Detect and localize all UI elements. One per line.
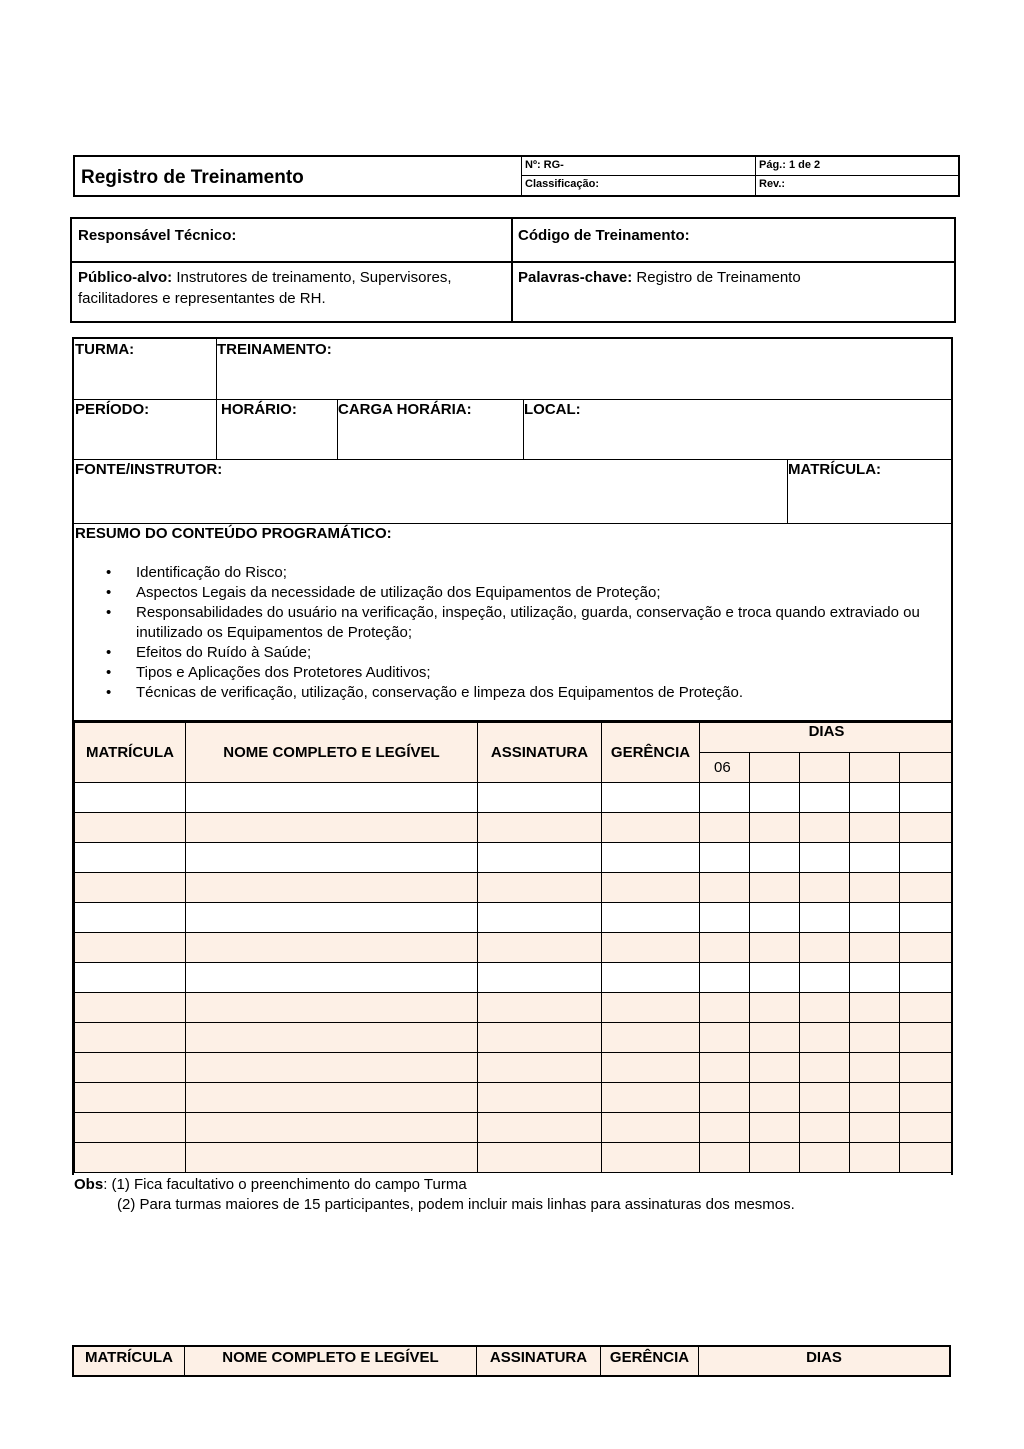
col-assinatura-2: ASSINATURA [477, 1347, 601, 1375]
table-cell[interactable] [700, 903, 750, 933]
col-gerencia: GERÊNCIA [602, 723, 700, 783]
table-cell[interactable] [900, 873, 954, 903]
table-cell[interactable] [900, 933, 954, 963]
table-row [75, 1083, 954, 1113]
table-row [75, 993, 954, 1023]
table-cell[interactable] [900, 843, 954, 873]
col-dias: DIAS [700, 723, 954, 753]
table-cell[interactable] [850, 1083, 900, 1113]
col-dias-2: DIAS [806, 1349, 842, 1366]
table-cell[interactable] [850, 993, 900, 1023]
table-cell[interactable] [700, 1113, 750, 1143]
pagina-field: Pág.: 1 de 2 [755, 157, 958, 176]
table-row [75, 1053, 954, 1083]
table-cell[interactable] [186, 963, 478, 993]
table-cell[interactable] [800, 933, 850, 963]
document-title: Registro de Treinamento [81, 167, 304, 188]
table-cell[interactable] [186, 1053, 478, 1083]
responsavel-label: Responsável Técnico: [78, 227, 237, 244]
table-cell[interactable] [186, 1143, 478, 1173]
table-cell[interactable] [850, 1143, 900, 1173]
table-cell[interactable] [75, 783, 186, 813]
table-cell[interactable] [800, 843, 850, 873]
table-cell[interactable] [700, 933, 750, 963]
attendance-table [72, 720, 953, 1175]
fonte-instrutor-label: FONTE/INSTRUTOR: [75, 461, 223, 478]
table-cell[interactable] [186, 1113, 478, 1143]
table-cell[interactable] [478, 813, 602, 843]
table-cell[interactable] [700, 783, 750, 813]
table-cell[interactable] [186, 1083, 478, 1113]
table-cell[interactable] [186, 933, 478, 963]
form-line [74, 459, 953, 460]
table-cell[interactable] [186, 1023, 478, 1053]
publico-label: Público-alvo: [78, 269, 173, 286]
dia-1: 06 [700, 753, 750, 783]
table-row [75, 1143, 954, 1173]
observacoes [74, 1175, 795, 1215]
table-cell[interactable] [186, 843, 478, 873]
table-cell[interactable] [186, 813, 478, 843]
table-cell[interactable] [700, 1053, 750, 1083]
table-cell[interactable] [602, 903, 700, 933]
col-nome: NOME COMPLETO E LEGÍVEL [186, 723, 478, 783]
table-cell[interactable] [750, 1143, 800, 1173]
table-cell[interactable] [900, 1143, 954, 1173]
resumo-label: RESUMO DO CONTEÚDO PROGRAMÁTICO: [75, 525, 392, 542]
table-cell[interactable] [602, 1143, 700, 1173]
publico-alvo [78, 267, 510, 309]
table-cell[interactable] [750, 813, 800, 843]
table-cell[interactable] [800, 903, 850, 933]
table-cell[interactable] [478, 903, 602, 933]
list-item: • Efeitos do Ruído à Saúde; [134, 643, 944, 663]
table-cell[interactable] [75, 1113, 186, 1143]
info-divider [511, 219, 513, 321]
table-cell[interactable] [750, 993, 800, 1023]
periodo-label: PERÍODO: [75, 401, 150, 418]
table-cell[interactable] [850, 873, 900, 903]
table-cell[interactable] [900, 1053, 954, 1083]
table-cell[interactable] [75, 903, 186, 933]
table-cell[interactable] [478, 843, 602, 873]
table-cell[interactable] [478, 783, 602, 813]
turma-label: TURMA: [75, 341, 135, 358]
attendance-table-2-header [72, 1345, 951, 1377]
table-cell[interactable] [700, 873, 750, 903]
list-item: • Tipos e Aplicações dos Protetores Auditivos; [134, 663, 944, 683]
table-cell[interactable] [478, 873, 602, 903]
table-cell[interactable] [478, 933, 602, 963]
table-cell[interactable] [850, 813, 900, 843]
classificacao-field: Classificação: [521, 176, 755, 195]
table-cell[interactable] [900, 963, 954, 993]
dia-3 [800, 753, 850, 783]
table-cell[interactable] [700, 1023, 750, 1053]
table-row [75, 933, 954, 963]
col-matricula-2: MATRÍCULA [74, 1347, 185, 1375]
document-header [73, 155, 960, 197]
table-cell[interactable] [186, 873, 478, 903]
table-cell[interactable] [700, 813, 750, 843]
table-cell[interactable] [478, 1113, 602, 1143]
table-cell[interactable] [900, 1113, 954, 1143]
table-cell[interactable] [186, 783, 478, 813]
table-cell[interactable] [900, 813, 954, 843]
table-cell[interactable] [750, 783, 800, 813]
palavras-text: Registro de Treinamento [632, 269, 801, 286]
table-cell[interactable] [700, 1083, 750, 1113]
matricula-label: MATRÍCULA: [788, 461, 882, 478]
horario-label: HORÁRIO: [221, 401, 297, 418]
table-cell[interactable] [602, 783, 700, 813]
table-cell[interactable] [850, 843, 900, 873]
table-cell[interactable] [602, 843, 700, 873]
dia-5 [900, 753, 954, 783]
table-cell[interactable] [850, 903, 900, 933]
list-item: • Responsabilidades do usuário na verificação, inspeção, utilização, guarda, conservação e troca quando extraviado ou inutilizado os Equipamentos de Proteção; [134, 603, 944, 643]
table-cell[interactable] [700, 993, 750, 1023]
table-cell[interactable] [602, 1113, 700, 1143]
table-cell[interactable] [75, 873, 186, 903]
training-form [72, 337, 953, 722]
table-cell[interactable] [478, 1143, 602, 1173]
revisao-field: Rev.: [755, 176, 958, 195]
table-cell[interactable] [602, 963, 700, 993]
table-cell[interactable] [75, 1023, 186, 1053]
codigo-label: Código de Treinamento: [518, 227, 690, 244]
table-cell[interactable] [800, 1083, 850, 1113]
table-cell[interactable] [750, 1113, 800, 1143]
table-row [75, 1023, 954, 1053]
table-cell[interactable] [75, 993, 186, 1023]
table-cell[interactable] [750, 873, 800, 903]
table-row [75, 873, 954, 903]
form-line [74, 399, 953, 400]
table-cell[interactable] [800, 1053, 850, 1083]
table-cell[interactable] [800, 1023, 850, 1053]
col-matricula: MATRÍCULA [75, 723, 186, 783]
form-line [74, 523, 953, 524]
publico-text-1: Instrutores de treinamento, Supervisores, [172, 269, 452, 286]
attendance-grid [74, 722, 953, 1173]
carga-horaria-label: CARGA HORÁRIA: [338, 401, 472, 418]
table-cell[interactable] [750, 903, 800, 933]
table-cell[interactable] [75, 963, 186, 993]
palavras-chave [518, 267, 801, 288]
table-cell[interactable] [602, 993, 700, 1023]
table-cell[interactable] [750, 1023, 800, 1053]
dia-4 [850, 753, 900, 783]
conteudo-list [134, 563, 944, 703]
numero-field: Nº: RG- [521, 157, 755, 176]
table-row [75, 963, 954, 993]
local-label: LOCAL: [524, 401, 581, 418]
table-cell[interactable] [186, 903, 478, 933]
table-row [75, 813, 954, 843]
table-row [75, 903, 954, 933]
publico-text-2: facilitadores e representantes de RH. [78, 290, 326, 307]
table-cell[interactable] [800, 783, 850, 813]
table-cell[interactable] [850, 1053, 900, 1083]
table-cell[interactable] [750, 843, 800, 873]
table-cell[interactable] [602, 873, 700, 903]
list-item: • Identificação do Risco; [134, 563, 944, 583]
table-cell[interactable] [900, 993, 954, 1023]
table-cell[interactable] [602, 1083, 700, 1113]
table-row [75, 843, 954, 873]
table-cell[interactable] [186, 993, 478, 1023]
obs-label: Obs [74, 1176, 104, 1193]
table-cell[interactable] [750, 1083, 800, 1113]
table-cell[interactable] [800, 1113, 850, 1143]
table-cell[interactable] [850, 1023, 900, 1053]
table-cell[interactable] [75, 813, 186, 843]
table-cell[interactable] [602, 933, 700, 963]
table-cell[interactable] [750, 1053, 800, 1083]
table-cell[interactable] [478, 963, 602, 993]
col-assinatura: ASSINATURA [478, 723, 602, 783]
table-cell[interactable] [900, 783, 954, 813]
obs-line-2: (2) Para turmas maiores de 15 participantes, podem incluir mais linhas para assinaturas dos mesmos. [117, 1196, 795, 1213]
table-cell[interactable] [750, 963, 800, 993]
table-cell[interactable] [900, 1023, 954, 1053]
list-item: • Aspectos Legais da necessidade de utilização dos Equipamentos de Proteção; [134, 583, 944, 603]
table-cell[interactable] [75, 1143, 186, 1173]
info-box [70, 217, 956, 323]
table-cell[interactable] [478, 1023, 602, 1053]
table-cell[interactable] [75, 1083, 186, 1113]
table-cell[interactable] [900, 903, 954, 933]
table-cell[interactable] [850, 783, 900, 813]
table-cell[interactable] [700, 1143, 750, 1173]
table-cell[interactable] [800, 873, 850, 903]
dia-2 [750, 753, 800, 783]
table-cell[interactable] [478, 1053, 602, 1083]
table-cell[interactable] [602, 813, 700, 843]
obs-line-1: : (1) Fica facultativo o preenchimento do campo Turma [103, 1176, 467, 1193]
table-cell[interactable] [800, 993, 850, 1023]
table-cell[interactable] [750, 933, 800, 963]
table-cell[interactable] [75, 1053, 186, 1083]
table-cell[interactable] [700, 963, 750, 993]
table-cell[interactable] [478, 1083, 602, 1113]
table-cell[interactable] [850, 933, 900, 963]
col-gerencia-2: GERÊNCIA [601, 1347, 699, 1375]
treinamento-label: TREINAMENTO: [217, 341, 332, 358]
palavras-label: Palavras-chave: [518, 269, 633, 286]
table-row [75, 783, 954, 813]
table-cell[interactable] [800, 813, 850, 843]
table-cell[interactable] [602, 1053, 700, 1083]
table-cell[interactable] [800, 963, 850, 993]
table-row [75, 1113, 954, 1143]
table-cell[interactable] [900, 1083, 954, 1113]
list-item: • Técnicas de verificação, utilização, conservação e limpeza dos Equipamentos de Proteção. [134, 683, 944, 703]
table-cell[interactable] [800, 1143, 850, 1173]
table-cell[interactable] [850, 963, 900, 993]
table-cell[interactable] [850, 1113, 900, 1143]
table-cell[interactable] [75, 843, 186, 873]
col-nome-2: NOME COMPLETO E LEGÍVEL [185, 1347, 477, 1375]
table-cell[interactable] [700, 843, 750, 873]
table-cell[interactable] [75, 933, 186, 963]
table-cell[interactable] [602, 1023, 700, 1053]
table-cell[interactable] [478, 993, 602, 1023]
